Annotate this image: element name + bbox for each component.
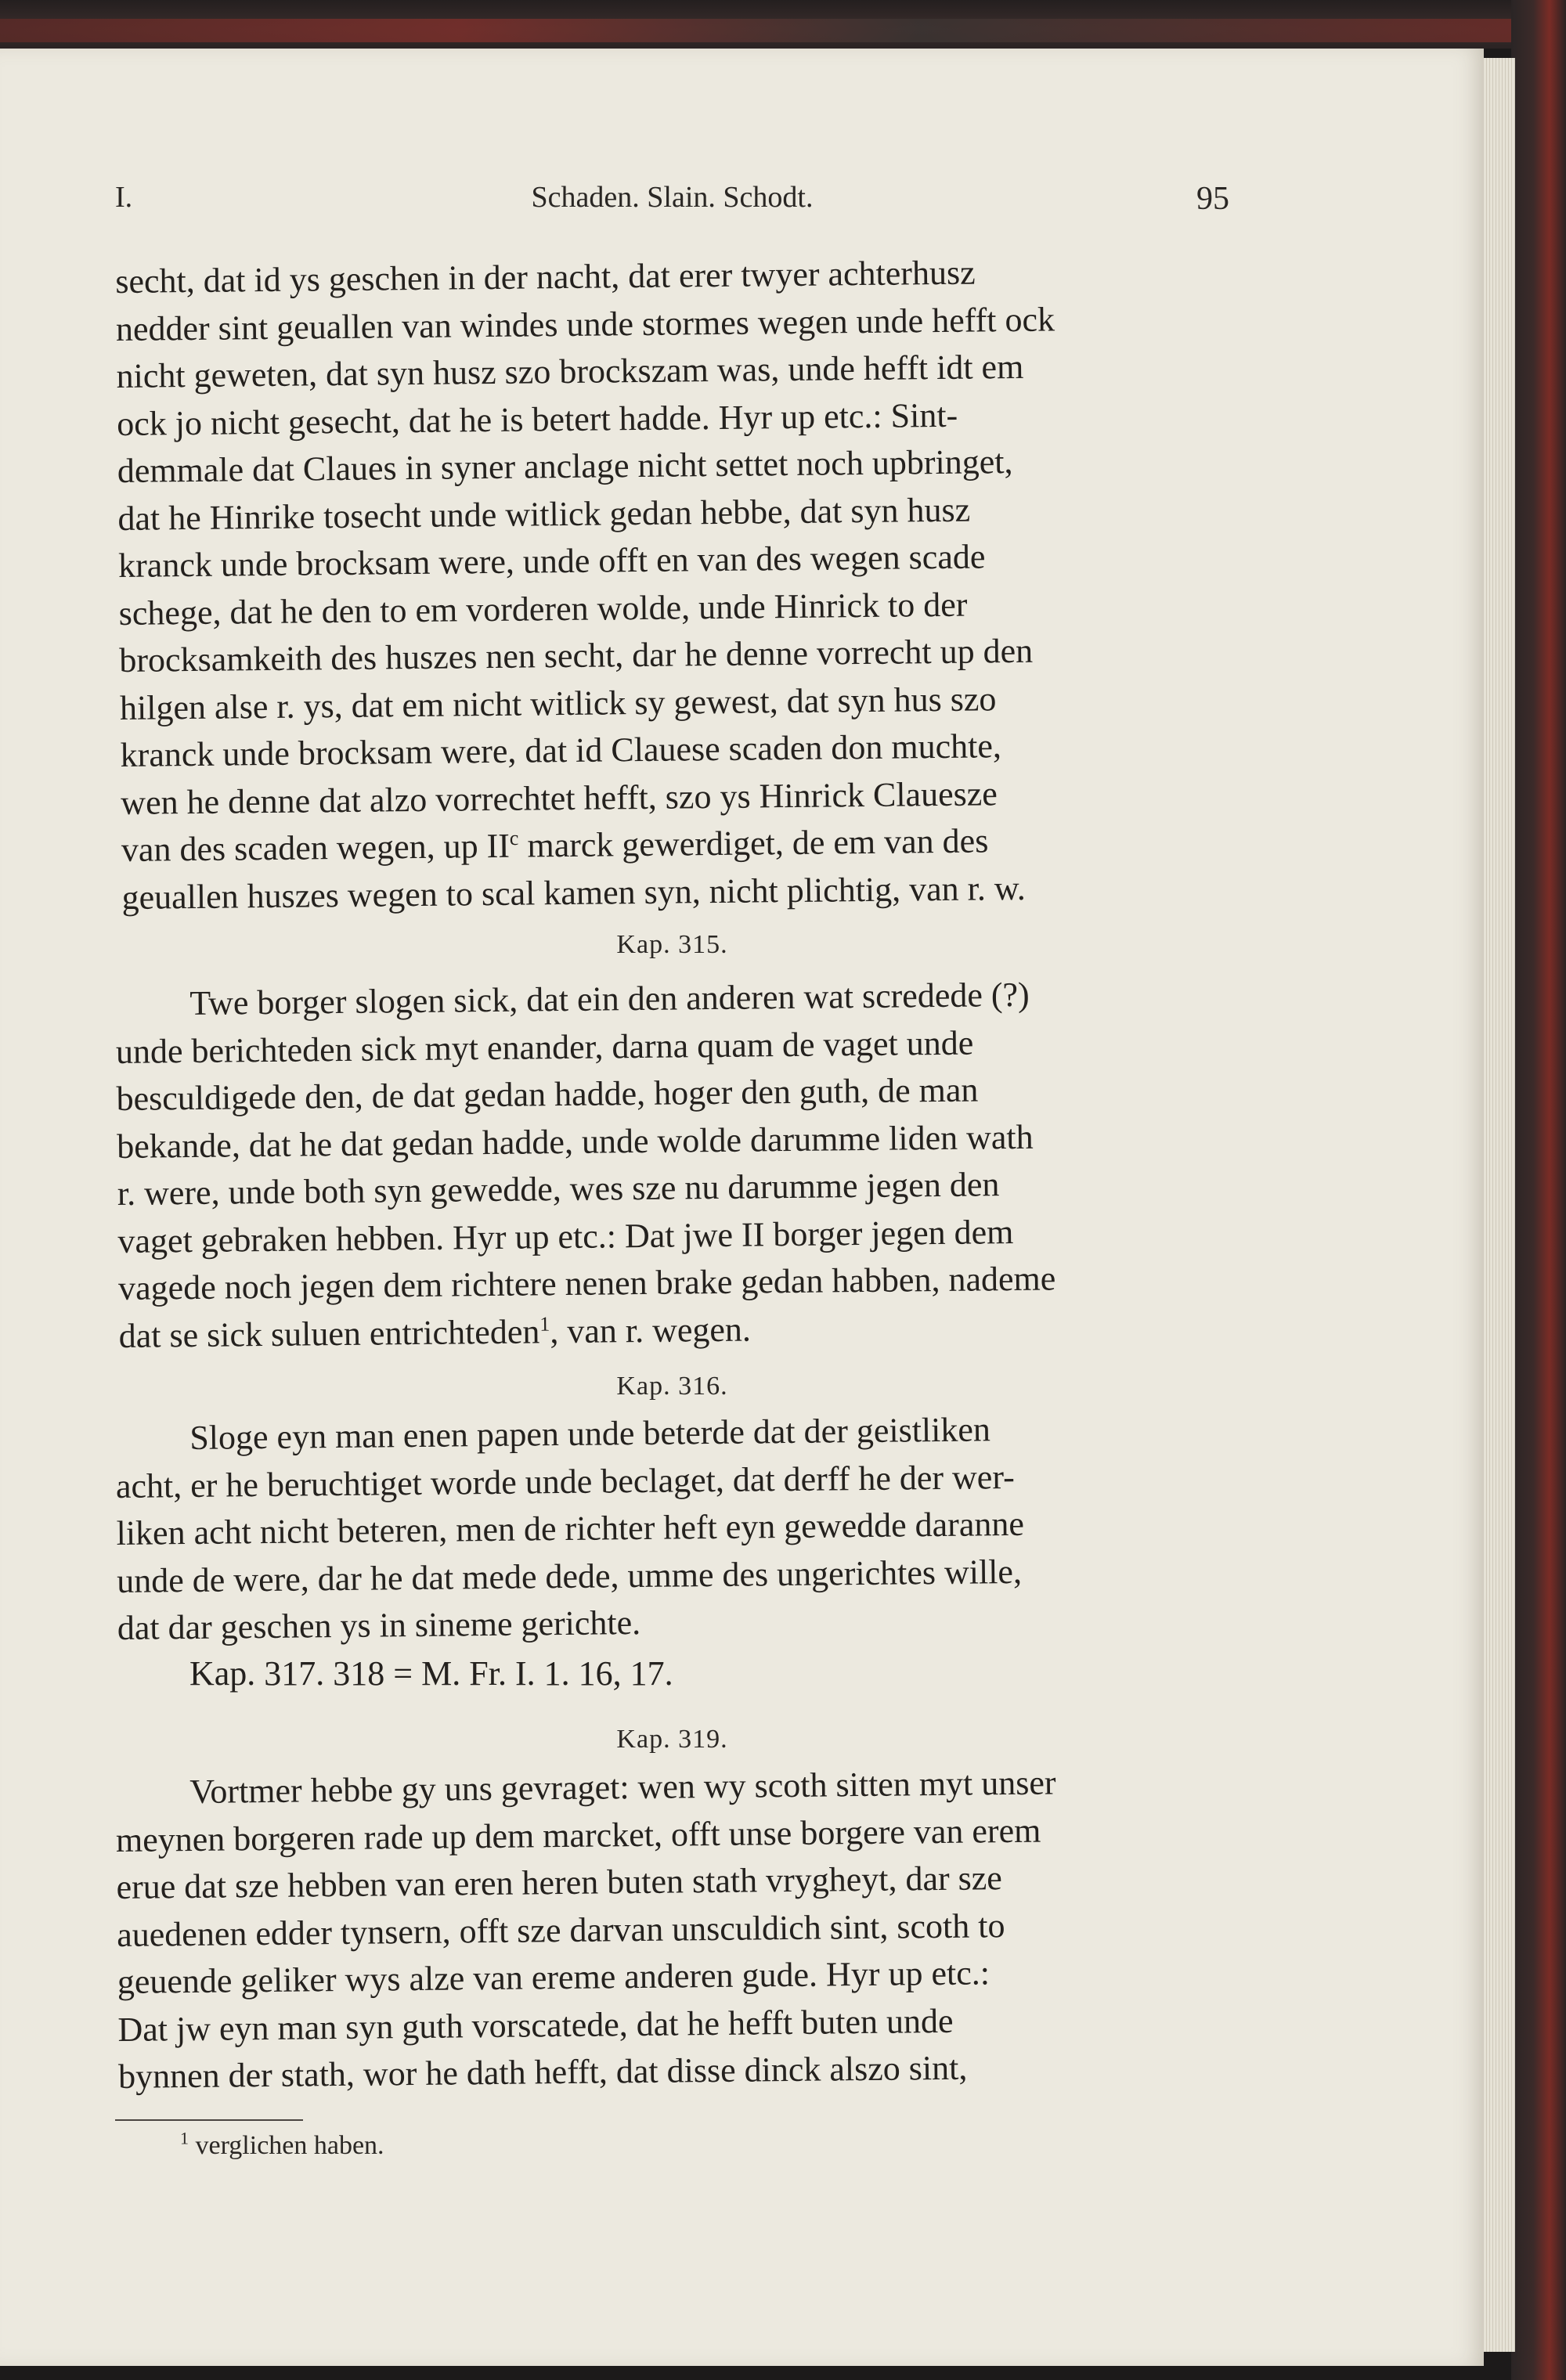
text-line: Sloge eyn man enen papen unde beterde dat der geistliken (189, 1410, 991, 1458)
text-line: secht, dat id ys geschen in der nacht, dat erer twyer achterhusz (115, 253, 976, 301)
footnote-divider (115, 2119, 303, 2121)
text-line: hilgen alse r. ys, dat em nicht witlick sy gewest, dat syn hus szo (119, 679, 997, 727)
running-header (115, 180, 1229, 219)
superscript: c (509, 826, 519, 850)
header-title: Schaden. Slain. Schodt. (531, 181, 814, 214)
text-line: liken acht nicht beteren, men de richter heft eyn gewedde daranne (116, 1504, 1025, 1552)
text-line: Dat jw eyn man syn guth vorscatede, dat he hefft buten unde (117, 2001, 954, 2049)
paragraph-kap-315 (115, 969, 1233, 1360)
text-fragment: , van r. wegen. (550, 1310, 752, 1350)
text-line: vaget gebraken hebben. Hyr up etc.: Dat jwe II borger jegen dem (117, 1212, 1014, 1260)
page-stack-edge (1484, 58, 1515, 2352)
text-line: nicht geweten, dat syn husz szo brockszam was, unde hefft idt em (116, 347, 1024, 395)
text-line: bekande, dat he dat gedan hadde, unde wolde darumme liden wath (116, 1117, 1034, 1166)
header-chapter-numeral: I. (115, 181, 133, 214)
text-line: dat he Hinrike tosecht unde witlick gedan hebbe, dat syn husz (117, 490, 971, 538)
footnote-marker: 1 (180, 2128, 189, 2148)
text-line: dat dar geschen ys in sineme gerichte. (117, 1603, 641, 1647)
text-line: Vortmer hebbe gy uns gevraget: wen wy scoth sitten myt unser (189, 1763, 1056, 1812)
text-line: unde berichteden sick myt enander, darna quam de vaget unde (115, 1023, 974, 1071)
book-cover-right-edge (1511, 0, 1566, 2380)
page-number: 95 (1196, 181, 1229, 217)
text-line: geuallen huszes wegen to scal kamen syn, nicht plichtig, van r. w. (121, 868, 1027, 917)
text-fragment: van des scaden wegen, up II (121, 826, 511, 869)
text-line: meynen borgeren rade up dem marcket, offt unse borgere van erem (115, 1811, 1041, 1859)
text-line: acht, er he beruchtiget worde unde beclaget, dat derff he der wer- (115, 1457, 1015, 1506)
text-line: besculdigede den, de dat gedan hadde, hoger den guth, de man (116, 1070, 979, 1118)
paragraph-kap-319 (115, 1758, 1232, 2101)
text-line: kranck unde brocksam were, dat id Clauese scaden don muchte, (120, 727, 1002, 774)
text-line: brocksamkeith des huszes nen secht, dar he denne vorrecht up den (119, 631, 1034, 680)
text-fragment: marck gewerdiget, de em van des (518, 821, 989, 865)
paragraph-kap-316 (115, 1404, 1232, 1652)
footnote-text: verglichen haben. (195, 2131, 384, 2160)
text-line: ock jo nicht gesecht, dat he is betert hadde. Hyr up etc.: Sint- (116, 395, 958, 443)
text-fragment: dat se sick suluen entrichteden (118, 1311, 540, 1355)
chapter-heading-316: Kap. 316. (616, 1372, 728, 1401)
text-line: erue dat sze hebben van eren heren buten stath vrygheyt, dar sze (116, 1859, 1003, 1906)
text-line: wen he denne dat alzo vorrechtet hefft, szo ys Hinrick Clauesze (121, 774, 998, 822)
text-line: bynnen der stath, wor he dath hefft, dat disse dinck alszo sint, (117, 2048, 968, 2096)
text-line: r. were, unde both syn gewedde, wes sze nu darumme jegen den (117, 1165, 1000, 1213)
chapter-heading-315: Kap. 315. (616, 930, 728, 959)
text-line: nedder sint geuallen van windes unde stormes wegen unde hefft ock (115, 299, 1055, 348)
text-line: demmale dat Claues in syner anclage nicht settet noch upbringet, (117, 442, 1013, 490)
chapter-heading-319: Kap. 319. (616, 1725, 728, 1754)
text-line: geuende geliker wys alze van ereme anderen gude. Hyr up etc.: (117, 1953, 990, 2001)
text-line: Twe borger slogen sick, dat ein den anderen wat scredede (?) (189, 975, 1030, 1023)
footnote-reference: 1 (539, 1312, 550, 1336)
paragraph-continued (115, 247, 1236, 921)
text-line: vagede noch jegen dem richtere nenen brake gedan habben, nademe (117, 1259, 1056, 1307)
text-line: kranck unde brocksam were, unde offt en van des wegen scade (117, 537, 986, 585)
chapter-cross-reference-317-318: Kap. 317. 318 = M. Fr. I. 1. 16, 17. (189, 1654, 673, 1693)
text-line: unde de were, dar he dat mede dede, umme des ungerichtes wille, (116, 1552, 1023, 1600)
footnote (180, 2128, 384, 2161)
book-cover-binding-strip (0, 19, 1535, 42)
text-line: auedenen edder tynsern, offt sze darvan unsculdich sint, scoth to (116, 1906, 1005, 1954)
text-line: schege, dat he den to em vorderen wolde, unde Hinrick to der (118, 585, 968, 633)
